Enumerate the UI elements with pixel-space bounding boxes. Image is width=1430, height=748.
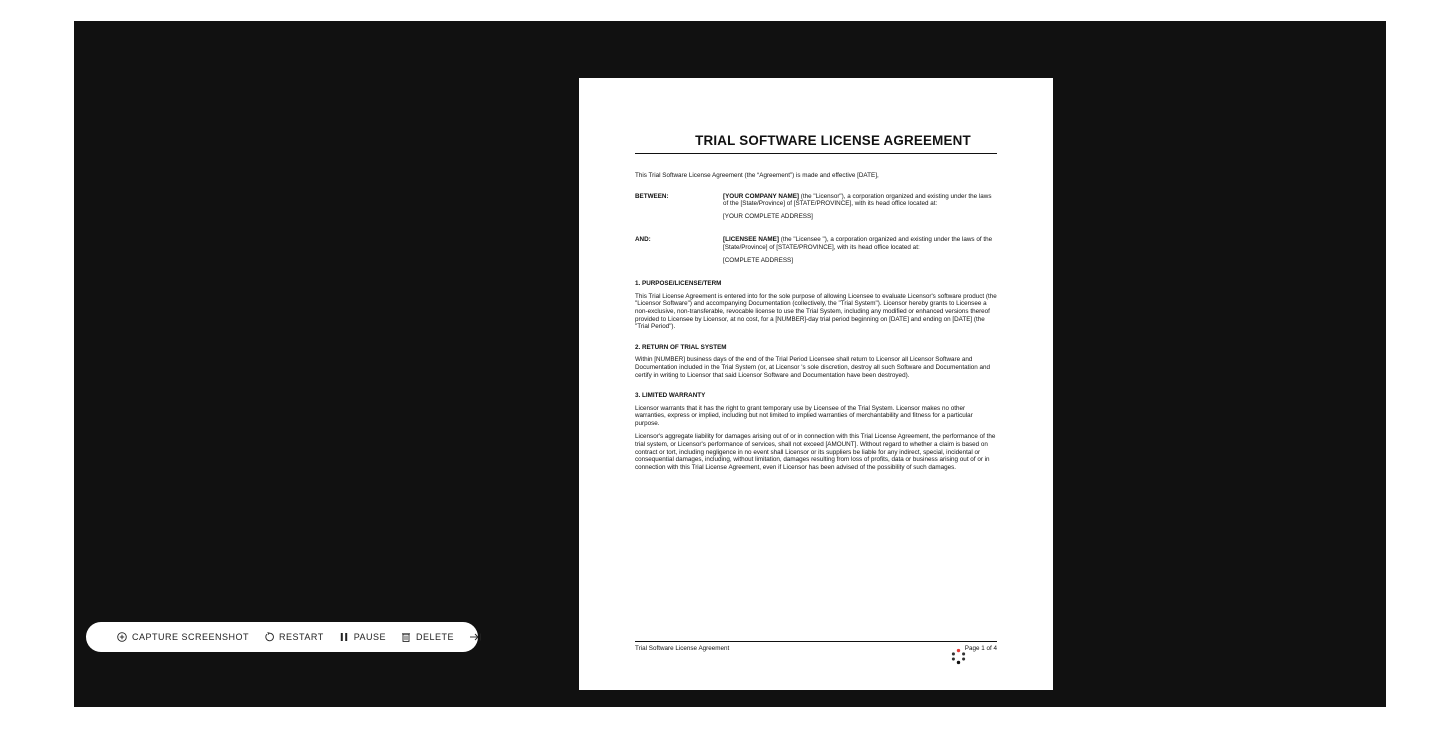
restart-icon: [264, 632, 274, 642]
video-stage: [74, 21, 1386, 707]
party-and-description: [723, 236, 997, 251]
delete-label: DELETE: [416, 632, 455, 642]
section-3-paragraph-2: Licensor's aggregate liability for damages arising out of or in connection with this Trial License Agreement, the performance of the trial system, or Licensor's performance of services, shall not exceed [AMOUNT]. Without regard to whether a claim is based on contract or tort, including negligence in no event shall Licensor or its suppliers be liable for any indirect, special, incidental or consequential damages, including, without limitation, damages resulting from loss of profits, data or business arising out of or in connection with this Trial License Agreement, even if Licensor has been advised of the possibility of such damages.: [635, 433, 996, 471]
party-between-label: BETWEEN:: [635, 192, 669, 200]
plus-circle-icon: [117, 632, 127, 642]
party-and-name: [LICENSEE NAME]: [723, 236, 779, 244]
delete-button[interactable]: [401, 632, 454, 642]
party-and: [635, 236, 997, 264]
pause-button[interactable]: [339, 632, 386, 642]
recording-control-bar: [86, 622, 478, 652]
capture-screenshot-label: CAPTURE SCREENSHOT: [132, 632, 250, 642]
party-and-body: [723, 236, 997, 264]
party-between-description: [723, 193, 997, 208]
section-heading-1: 1. PURPOSE/LICENSE/TERM: [635, 280, 722, 288]
pause-label: PAUSE: [353, 632, 387, 642]
party-between-address: [YOUR COMPLETE ADDRESS]: [723, 212, 813, 220]
party-between: [635, 193, 997, 221]
party-and-label: AND:: [635, 236, 651, 244]
arrow-to-right-icon: [469, 632, 482, 642]
document-footer: [635, 641, 997, 653]
title-rule: [635, 153, 997, 154]
section-1-paragraph: This Trial License Agreement is entered into for the sole purpose of allowing Licensee to evaluate Licensor's software product (the "Licensor Software") and accompanying Documentation (collectively, the "Trial System"). Licensor hereby grants to Licensee a non-exclusive, non-transferable, revocable license to use the Trial System, including any modified or enhanced versions thereof provided to Licensee by Licensor, at no cost, for a [NUMBER]-day trial period beginning on [DATE] and ending on [DATE] (the "Trial Period").: [635, 292, 997, 331]
party-and-address: [COMPLETE ADDRESS]: [723, 256, 793, 264]
document-page: [579, 78, 1053, 690]
footer-title: Trial Software License Agreement: [635, 645, 730, 652]
loading-spinner-icon: [950, 648, 967, 665]
party-between-body: [723, 193, 997, 221]
party-between-text: (the "Licensor"), a corporation organized and existing under the laws of the [State/Province] of [STATE/PROVINCE], with its head office located at:: [723, 192, 992, 208]
footer-page-number: Page 1 of 4: [964, 645, 997, 652]
section-heading-2: 2. RETURN OF TRIAL SYSTEM: [635, 343, 727, 351]
party-and-text: (the "Licensee "), a corporation organized and existing under the laws of the [State/Province] of [STATE/PROVINCE], with its head office located at:: [723, 236, 993, 251]
collapse-toolbar-button[interactable]: [469, 632, 487, 642]
section-3-paragraph-1: Licensor warrants that it has the right to grant temporary use by Licensee of the Trial System. Licensor makes no other warranties, express or implied, including but not limited to implied warranties of merchantability and fitness for a particular purpose.: [635, 404, 973, 427]
party-between-name: [YOUR COMPANY NAME]: [723, 192, 800, 200]
document-title: TRIAL SOFTWARE LICENSE AGREEMENT: [695, 133, 971, 148]
restart-label: RESTART: [279, 632, 324, 642]
section-heading-3: 3. LIMITED WARRANTY: [635, 392, 706, 400]
trash-icon: [401, 632, 411, 642]
intro-paragraph: This Trial Software License Agreement (the “Agreement”) is made and effective [DATE],: [635, 172, 879, 179]
pause-icon: [339, 632, 349, 642]
section-2-paragraph: Within [NUMBER] business days of the end of the Trial Period Licensee shall return to Licensor all Licensor Software and Documentation included in the Trial System (or, at Licensor 's sole discretion, destroy all such Software and Documentation and certify in writing to Licensor that said Licensor Software and Documentation have been destroyed).: [635, 356, 991, 379]
document-content: [635, 133, 997, 471]
restart-button[interactable]: [264, 632, 324, 642]
capture-screenshot-button[interactable]: [117, 632, 249, 642]
